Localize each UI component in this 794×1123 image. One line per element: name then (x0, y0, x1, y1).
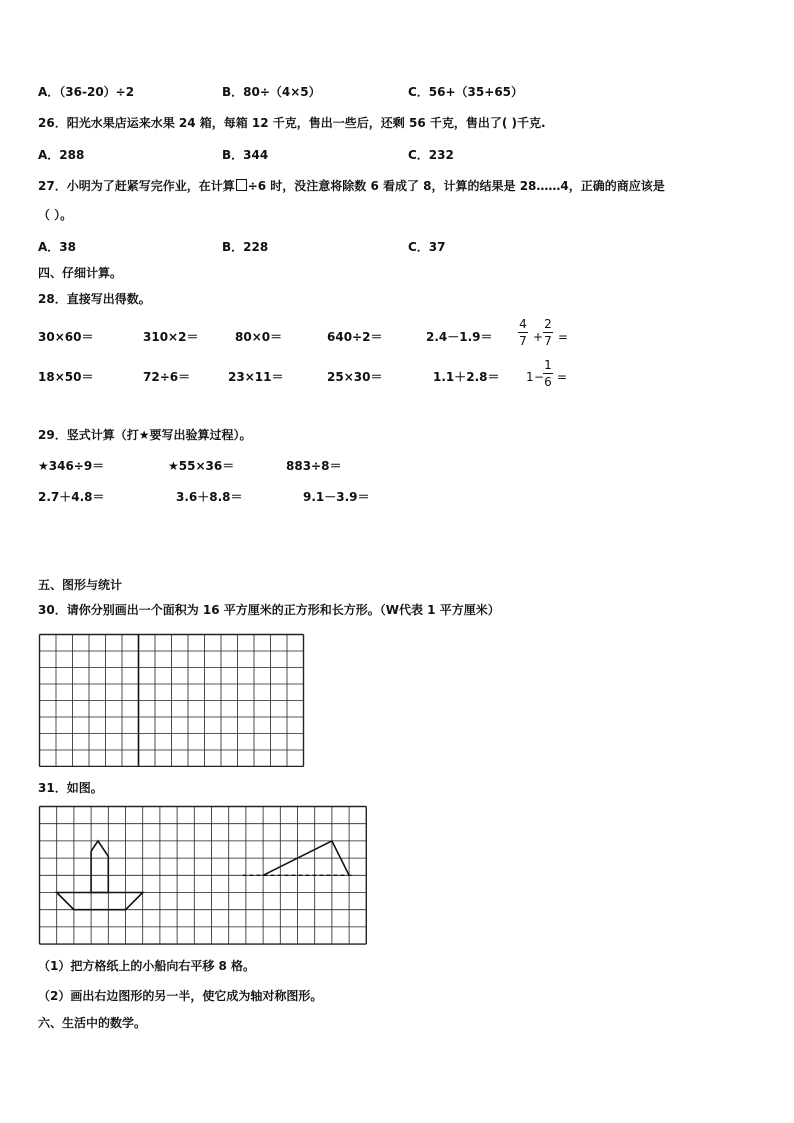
q28-fraction-4-7 (518, 318, 528, 347)
q27-text (38, 179, 665, 192)
q28-item: 1.1＋2.8＝ (433, 370, 500, 384)
fraction-numerator: 1 (544, 358, 552, 372)
section-6-heading: 六、生活中的数学。 (38, 1016, 147, 1030)
q31-sub2: （2）画出右边图形的另一半，使它成为轴对称图形。 (38, 989, 323, 1003)
q28-equals-sign: = (558, 330, 569, 344)
q28-item: 80×0＝ (235, 330, 283, 344)
fraction-denominator: 7 (519, 334, 527, 348)
q28-item: 18×50＝ (38, 370, 94, 384)
q29-item: ★55×36＝ (168, 459, 235, 473)
q27-text-before: 27．小明为了赶紧写完作业，在计算 (38, 179, 235, 193)
q28-fraction-1-6 (543, 359, 553, 388)
q28-item: 23×11＝ (228, 370, 284, 384)
fraction-numerator: 2 (544, 317, 552, 331)
q28-item: 2.4－1.9＝ (426, 330, 493, 344)
section-4-heading: 四、仔细计算。 (38, 266, 123, 280)
q26-option-c: C．232 (408, 148, 454, 162)
q28-item: 30×60＝ (38, 330, 94, 344)
q26-text: 26．阳光水果店运来水果 24 箱，每箱 12 千克，售出一些后，还剩 56 千克，售出了( )千克. (38, 116, 546, 130)
fraction-numerator: 4 (519, 317, 527, 331)
q28-item: 310×2＝ (143, 330, 199, 344)
q29-item: 3.6＋8.8＝ (176, 490, 243, 504)
grid-lines (40, 807, 367, 945)
q28-minus-sign: − (534, 370, 545, 384)
q28-equals-sign: = (557, 370, 568, 384)
q30-title: 30．请你分别画出一个面积为 16 平方厘米的正方形和长方形。（W代表 1 平方厘米） (38, 603, 500, 617)
q31-sub1: （1）把方格纸上的小船向右平移 8 格。 (38, 959, 256, 973)
boat-sail-shape (91, 841, 108, 893)
q27-blank: （ ）。 (38, 208, 73, 222)
grid-lines (40, 635, 304, 767)
q28-plus-sign: + (533, 330, 544, 344)
boat-hull-shape (57, 893, 143, 910)
q26-option-a: A．288 (38, 148, 85, 162)
q28-title: 28．直接写出得数。 (38, 292, 151, 306)
fraction-denominator: 7 (544, 334, 552, 348)
q28-item: 72÷6＝ (143, 370, 191, 384)
q25-option-b: B．80÷（4×5） (222, 85, 321, 99)
q31-title: 31．如图。 (38, 781, 103, 795)
q29-title: 29．竖式计算（打★要写出验算过程）。 (38, 428, 252, 442)
q28-item: 25×30＝ (327, 370, 383, 384)
q29-item: 2.7＋4.8＝ (38, 490, 105, 504)
q27-text-after: ÷6 时，没注意将除数 6 看成了 8，计算的结果是 28……4，正确的商应该是 (247, 179, 665, 193)
q29-item: ★346÷9＝ (38, 459, 105, 473)
q30-grid-paper[interactable] (38, 633, 306, 767)
q28-item: 640÷2＝ (327, 330, 383, 344)
section-5-heading: 五、图形与统计 (38, 578, 123, 592)
q29-item: 9.1－3.9＝ (303, 490, 370, 504)
blank-box-icon (236, 179, 247, 191)
q28-whole-one: 1 (526, 370, 534, 384)
q27-option-a: A．38 (38, 240, 76, 254)
q26-option-b: B．344 (222, 148, 269, 162)
q25-option-a: A．（36-20）÷2 (38, 85, 135, 99)
q29-item: 883÷8＝ (286, 459, 342, 473)
fraction-denominator: 6 (544, 375, 552, 389)
q27-option-c: C．37 (408, 240, 446, 254)
q28-fraction-2-7 (543, 318, 553, 347)
q25-option-c: C．56+（35+65） (408, 85, 524, 99)
q31-grid-paper[interactable] (38, 805, 368, 947)
q27-option-b: B．228 (222, 240, 269, 254)
